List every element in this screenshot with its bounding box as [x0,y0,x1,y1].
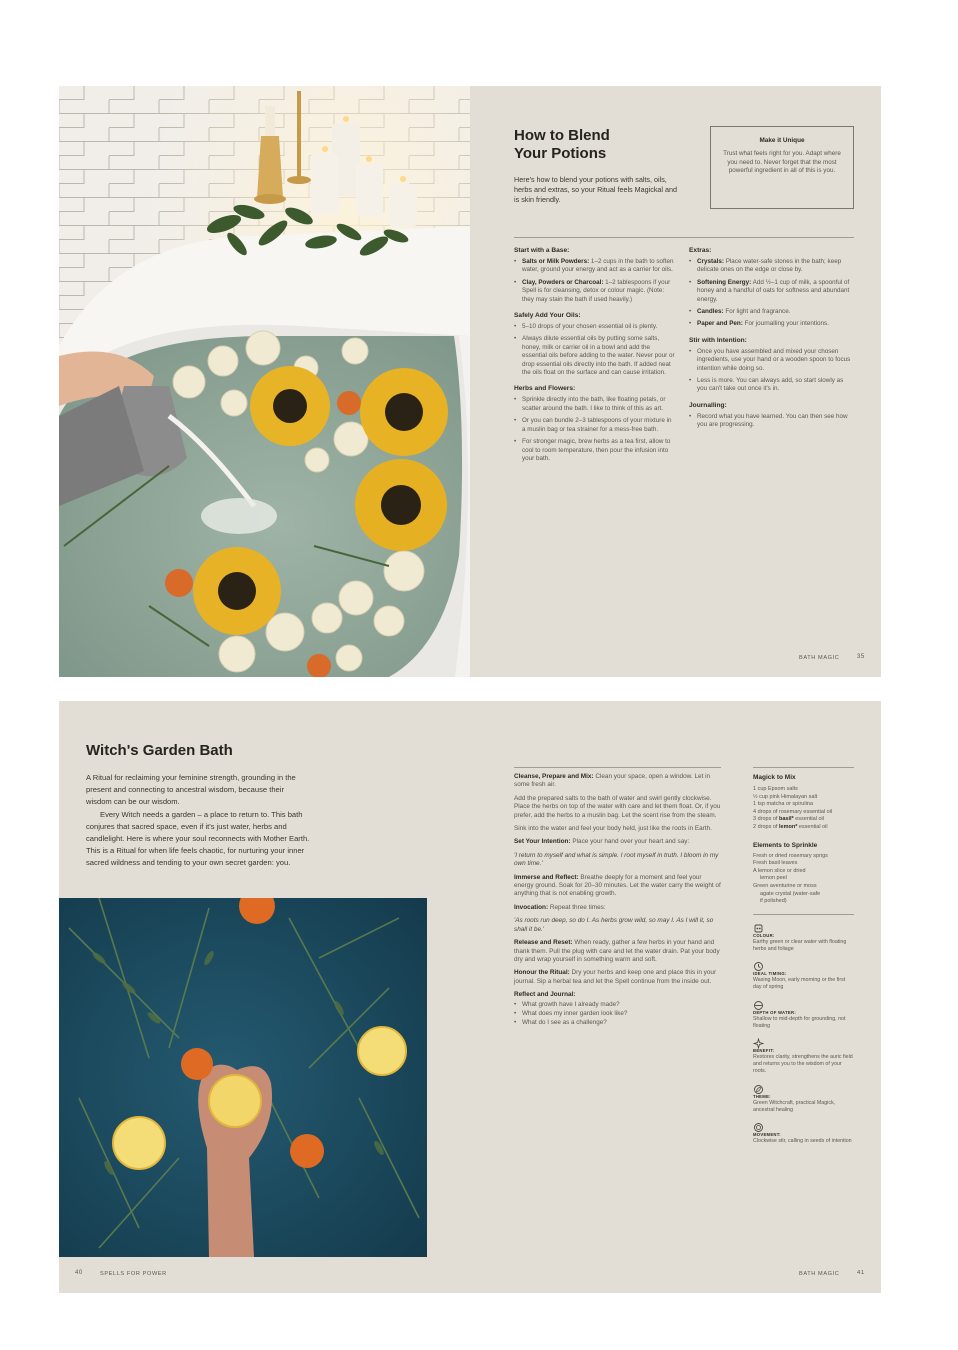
section-heading: Stir with Intention: [689,336,747,344]
meta-value: Shallow to mid-depth for grounding, not floating [753,1015,846,1029]
intro-text [86,772,361,870]
bullet-item [689,348,854,373]
sprinkle-item: Fresh basil leaves [753,860,798,867]
step-label: Cleanse, Prepare and Mix: [514,773,594,780]
page-title: Witch's Garden Bath [86,742,233,759]
bullet-item [514,279,676,304]
bullet-text: Or you can bundle 2–3 tablespoons of your mixture in a muslin bag or tea strainer for a mess-free bath. [522,417,672,433]
ritual-step [514,874,721,899]
step-text: Sink into the water and feel your body held, just like the roots in Earth. [514,825,712,833]
bullet-label: Paper and Pen: [697,320,743,328]
ritual-step [514,939,721,964]
bullet-item [514,438,676,463]
section-divider [514,237,854,238]
meta-value: Earthy green or clear water with floating herbs and foliage [753,938,847,952]
bullet-item [514,258,676,275]
sprinkle-item: Green aventurine or moss [753,882,817,889]
bullet-text: Record what you have learned. You can then see how you are progressing. [697,412,848,429]
bullet-item [689,258,854,275]
meta-label: THEME: [753,1093,771,1099]
meta-label: DEPTH OF WATER: [753,1009,797,1015]
intro-line: candlelight. Here is where your soul reconnects with Mother Earth. [86,834,310,844]
bullet-item [689,308,854,316]
ritual-steps [514,773,721,1029]
mix-item-bold: basil* [779,816,794,823]
step-label: Release and Reset: [514,939,573,947]
ritual-step [514,904,721,912]
ritual-step [514,991,721,999]
spiral-icon [753,1120,764,1131]
bullet-item [689,279,854,304]
meta-entry [753,998,854,1030]
sidebar-divider [753,914,854,915]
ritual-step [514,852,721,869]
step-text: Add the prepared salts to the bath of water and swirl gently clockwise. Place the herbs on top of the water with care and let them float. Or, if you prefer, add the herbs to a muslin bag. Let the scent rise from the steam. [514,794,721,819]
intro-line: A Ritual for reclaiming your feminine strength, grounding in the [86,773,296,782]
ritual-step [514,773,721,790]
bullet-text: Always dilute essential oils by putting some salts, honey, milk or carrier oil in a bowl and add the essential oils before adding to the water. Never pour or drop essential oils directly into the bath. If added neat the oils float on the surface and can cause irritation. [522,335,675,377]
ritual-step [514,917,721,934]
bullet-text: 5–10 drops of your chosen essential oil is plenty. [522,323,658,331]
mix-item-bold: lemon* [779,823,798,830]
reflect-questions [514,1001,721,1028]
magick-sidebar [753,773,854,1145]
garden-bath-illustration [59,898,427,1257]
bullet-list [514,323,676,377]
mix-item-text: 1 tsp matcha or spirulina [753,801,813,808]
steps-top-rule [514,767,721,768]
sparkle-icon [753,1036,764,1047]
folio-page-number: 35 [857,654,865,660]
bullet-list [514,396,676,463]
bullet-item [689,377,854,394]
bullet-list [689,258,854,329]
spread-witchs-garden-bath [59,701,881,1293]
sprinkle-item: lemon peel [760,875,787,882]
bullet-text: For light and fragrance. [723,308,791,316]
bullet-text: Add ½–1 cup of milk, a spoonful of honey and a handful of oats for softness and abundant energy. [697,278,850,303]
intro-text: Here's how to blend your potions with salts, oils, herbs and extras, so your Ritual feels Magickal and is skin friendly. [514,175,677,204]
bullet-label: Salts or Milk Powders: [522,258,590,265]
meta-entry [753,1120,854,1145]
bullet-text: Place water-safe stones in the bath; keep delicate ones on the edge or close by. [697,258,842,274]
water-depth-icon [753,998,764,1009]
bullet-text: 1–2 cups in the bath to soften water, ground your energy and act as a carrier for oils. [522,258,674,274]
leaf-icon [753,1082,764,1093]
intro-line: This is a Ritual for when life feels chaotic, for nurturing your inner [86,846,305,856]
mix-item [753,816,854,824]
mix-title: Magick to Mix [753,774,796,781]
intro-line: present and connecting to ancestral wisdom, because their [86,785,284,795]
intro-line: sacred wildness and tending to your own secret garden: you. [86,858,291,868]
section-heading: Start with a Base: [514,247,570,254]
bullet-list [514,258,676,304]
title-line-1: How to Blend [514,127,610,144]
mix-item-text: ½ cup pink Himalayan salt [753,793,818,800]
mix-item-text: 3 drops of [753,816,779,823]
spread-bath-magic-35 [59,86,881,677]
mix-item-text: 2 drops of [753,823,779,830]
incantation-text: 'I return to myself and what is simple. I root myself in truth. I bloom in my own time.' [514,851,719,868]
bullet-text: Sprinkle directly into the bath, like floating petals, or scatter around the bath. I like to think of this as art. [522,396,666,412]
mix-item [753,801,854,809]
left-column [514,246,676,467]
mix-item [753,786,854,794]
meta-entry [753,959,854,991]
title-line-2: Your Potions [514,145,607,162]
reflect-question: • What do I see as a challenge? [514,1019,721,1027]
bath-sunflowers-illustration [59,86,470,677]
mix-item [753,794,854,802]
step-text: Repeat three times: [548,903,606,911]
page-title [514,127,610,163]
bullet-text: For stronger magic, brew herbs as a tea first, allow to cool to room temperature, then pour the infusion into your bath. [522,438,671,462]
palette-icon [753,921,764,932]
ritual-step [514,838,721,846]
mix-item-text: 1 cup Epsom salts [753,786,798,792]
meta-label: COLOUR: [753,932,775,938]
garden-bath-photo [59,898,427,1257]
meta-value: Green Witchcraft, practical Magick, ancestral healing [753,1099,836,1113]
intro-line: Every Witch needs a garden – a place to return to. This bath [100,809,303,819]
bullet-list [689,413,854,430]
bullet-text: Once you have assembled and mixed your chosen ingredients, use your hand or a wooden spoon to focus intention while doing so. [697,347,851,372]
incantation-text: 'As roots run deep, so do I. As herbs grow wild, so may I. As I will it, so shall it be.' [514,917,714,933]
bullet-label: Crystals: [697,258,724,265]
mix-item [753,824,854,832]
sprinkle-item: if polished) [760,898,787,905]
ritual-meta-list [753,921,854,1145]
mix-item-rest: essential oil [793,816,824,823]
section-heading: Journalling: [689,401,727,409]
section-heading: Herbs and Flowers: [514,385,576,393]
intro-line: wisdom can be our wisdom. [86,797,180,807]
folio-right-page-number: 41 [857,1270,865,1276]
meta-label: IDEAL TIMING: [753,971,787,977]
step-label: Set Your Intention: [514,838,571,846]
bullet-item [689,320,854,328]
step-text: Place your hand over your heart and say: [570,838,690,846]
reflect-question: • What growth have I already made? [514,1001,721,1009]
folio-section: BATH MAGIC [799,655,840,661]
bullet-item [514,323,676,331]
step-text: When ready, gather a few herbs in your hand and thank them. Pull the plug with care and let the water drain. Pat your body dry and wrap yourself in something warm and soft. [514,939,720,963]
folio-left-page-number: 40 [75,1270,83,1276]
section-heading: Safely Add Your Oils: [514,312,581,320]
meta-value: Waxing Moon, early morning or the first day of spring [753,977,846,991]
mix-item-rest: essential oil [797,823,828,830]
mix-item-text: 4 drops of rosemary essential oil [753,808,833,815]
clock-icon [753,959,764,970]
bullet-list [689,348,854,394]
meta-value: Restores clarity, strengthens the auric field and returns you to the wisdom of your roots. [753,1053,853,1075]
step-text: Breathe deeply for a moment and feel your energy ground. Soak for 20–30 minutes. Let the water carry the weight of anything that is not enabling growth. [514,873,721,898]
sidebar-top-rule [753,767,854,768]
sprinkle-title: Elements to Sprinkle [753,841,818,849]
sprinkle-item: agate crystal (water-safe [760,890,821,897]
bullet-label: Clay, Powders or Charcoal: [522,278,604,286]
meta-label: MOVEMENT: [753,1131,781,1137]
bullet-item [514,396,676,413]
box-title: Make it Unique [759,137,805,144]
reflect-question: • What does my inner garden look like? [514,1010,721,1018]
sprinkle-item: Fresh or dried rosemary sprigs [753,852,828,859]
meta-value: Clockwise stir, calling in seeds of intention [753,1137,852,1144]
meta-entry [753,921,854,953]
ritual-step [514,969,721,986]
meta-label: BENEFIT: [753,1047,775,1053]
folio-right-section: BATH MAGIC [799,1271,840,1277]
sprinkle-list [753,853,854,906]
bullet-label: Softening Energy: [697,278,752,286]
make-it-unique-box [710,126,854,209]
mix-item [753,809,854,817]
bullet-label: Candles: [697,308,724,316]
intro-line: conjures that sacred space, even if it's just water, herbs and [86,821,287,831]
step-label: Reflect and Journal: [514,991,576,999]
bath-sunflowers-photo [59,86,470,677]
section-heading: Extras: [689,247,712,254]
bullet-text: For journalling your intentions. [742,320,829,328]
bullet-text: 1–2 tablespoons if your Spell is for cleansing, detox or colour magic. (Note: they may stain the bath if used heavily.) [522,278,671,303]
mix-list [753,786,854,832]
folio-left-section: SPELLS FOR POWER [100,1271,167,1277]
step-label: Immerse and Reflect: [514,873,579,881]
ritual-step [514,825,721,833]
ritual-step [514,795,721,820]
bullet-text: Less is more. You can always add, so start slowly as you can't take out once it's in. [697,377,844,393]
meta-entry [753,1036,854,1076]
bullet-item [514,335,676,377]
step-label: Honour the Ritual: [514,969,570,977]
step-label: Invocation: [514,903,549,911]
sprinkle-item: A lemon slice or dried [753,867,806,874]
bullet-item [689,413,854,430]
meta-entry [753,1082,854,1114]
right-column [689,246,854,434]
step-text: Dry your herbs and keep one and place this in your journal. Sip a herbal tea and let the Spell continue from the inside out. [514,969,717,985]
step-text: Clean your space, open a window. Let in some fresh air. [514,773,711,789]
bullet-item [514,417,676,434]
box-text: Trust what feels right for you. Adapt where you need to. Never forget that the most powerful ingredient in all of this is you. [723,150,841,174]
